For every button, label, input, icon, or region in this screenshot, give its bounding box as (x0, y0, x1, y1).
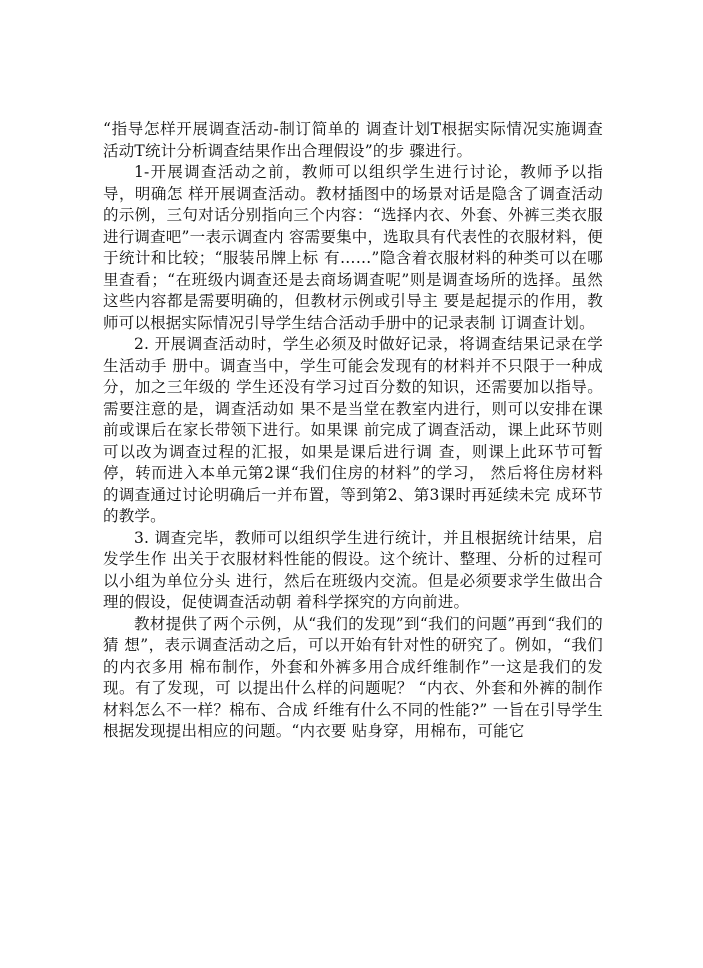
intro-paragraph: “指导怎样开展调查活动-制订简单的 调查计划T根据实际情况实施调查活动T统计分析调查结果作出合理假设”的步 骤进行。 (103, 120, 603, 160)
examples-paragraph: 教材提供了两个示例，从“我们的发现”到“我们的问题”再到“我们的猜 想”，表示调查活动之后，可以开始有针对性的研究了。例如，“我们的内衣多用 棉布制作，外套和外裤多用合成纤维制作”一这是我们的发现。有了发现，可 以提出什么样的问题呢？ “内衣、外套和外裤的制作材料怎么不一样？棉布、合成 纤维有什么不同的性能?” 一旨在引导学生根据发现提出相应的问题。“内衣要 贴身穿，用棉布，可能它 (103, 614, 603, 740)
step-3-paragraph: 3. 调查完毕，教师可以组织学生进行统计，并且根据统计结果，启发学生作 出关于衣服材料性能的假设。这个统计、整理、分析的过程可以小组为单位分头 进行，然后在班级内交流。但是必须要求学生做出合理的假设，促使调查活动朝 着科学探究的方向前进。 (103, 528, 603, 611)
document-body (103, 119, 603, 743)
step-2-paragraph: 2. 开展调查活动时，学生必须及时做好记录，将调查结果记录在学生活动手 册中。调查当中，学生可能会发现有的材料并不只限于一种成分，加之三年级的 学生还没有学习过百分数的知识，还需要加以指导。需要注意的是，调查活动如 果不是当堂在教室内进行，则可以安排在课前或课后在家长带领下进行。如果课 前完成了调查活动，课上此环节则可以改为调查过程的汇报，如果是课后进行调 查，则课上此环节可暂停，转而进入本单元第2课“我们住房的材料”的学习， 然后将住房材料的调查通过讨论明确后一并布置，等到第2、第3课时再延续未完 成环节的教学。 (103, 335, 603, 525)
step-1-paragraph: 1-开展调查活动之前，教师可以组织学生进行讨论，教师予以指导，明确怎 样开展调查活动。教材插图中的场景对话是隐含了调查活动的示例，三句对话分别指向三个内容：“选择内衣、外套、外裤三类衣服进行调查吧”一表示调查内 容需要集中，选取具有代表性的衣服材料，便于统计和比较；“服装吊牌上标 有……”隐含着衣服材料的种类可以在哪里查看；“在班级内调查还是去商场调查呢”则是调查场所的选择。虽然这些内容都是需要明确的，但教材示例或引导主 要是起提示的作用，教师可以根据实际情况引导学生结合活动手册中的记录表制 订调查计划。 (103, 163, 603, 332)
